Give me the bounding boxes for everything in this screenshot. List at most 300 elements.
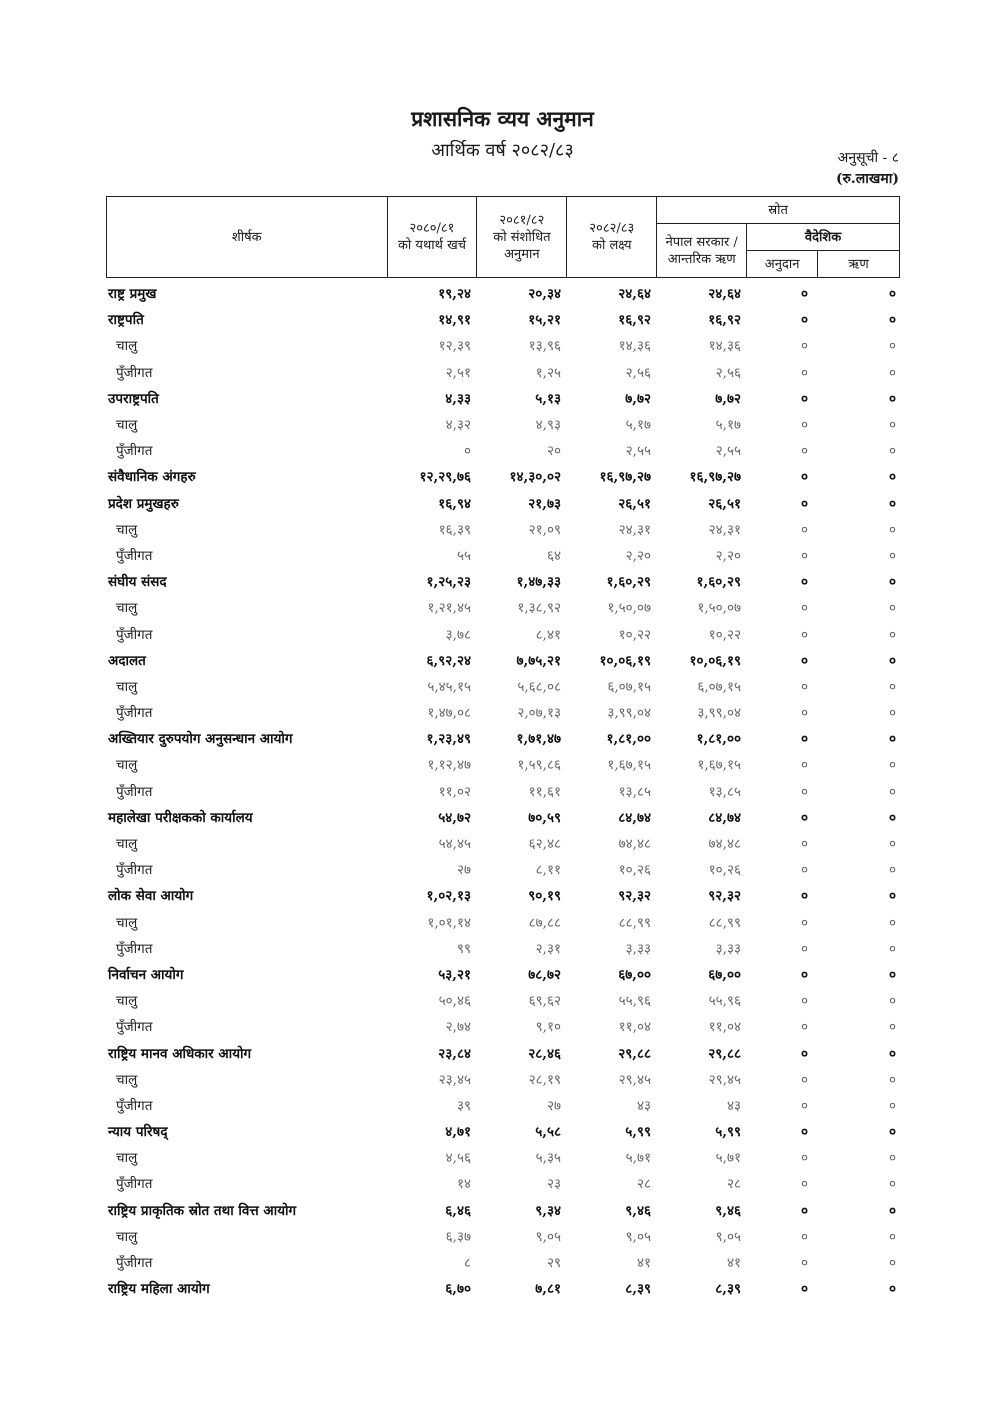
cell-revised: १५,२१	[528, 312, 561, 329]
cell-actual: १,०१,१४	[427, 914, 471, 931]
table-row	[106, 961, 900, 987]
row-label: चालु	[116, 338, 138, 355]
cell-revised: २,३१	[535, 940, 561, 957]
table-row	[106, 647, 900, 673]
cell-target: २,२०	[625, 547, 651, 564]
cell-grant: ०	[800, 652, 808, 669]
cell-actual: १४	[456, 1176, 471, 1193]
cell-actual: ६,७०	[445, 1281, 471, 1298]
cell-loan: ०	[888, 1019, 896, 1036]
cell-revised: २,०७,१३	[517, 705, 561, 722]
cell-nepal-gov: ४३	[726, 1097, 741, 1114]
table-row	[106, 1223, 900, 1249]
row-label: न्याय परिषद्	[108, 1124, 168, 1141]
table-row	[106, 463, 900, 489]
cell-revised: १,२५	[535, 364, 561, 381]
row-label: पुँजीगत	[116, 547, 153, 564]
row-label: राष्ट्रिय महिला आयोग	[108, 1281, 210, 1298]
cell-actual: ६,९२,२४	[426, 652, 471, 669]
cell-loan: ०	[888, 390, 896, 407]
row-label: राष्ट्रिय मानव अधिकार आयोग	[108, 1045, 252, 1062]
header-actual-year: २०८०/८१	[409, 221, 455, 236]
cell-nepal-gov: ५,९९	[715, 1124, 741, 1141]
cell-grant: ०	[800, 888, 808, 905]
cell-actual: ०	[463, 443, 471, 460]
cell-actual: १,०२,१३	[426, 888, 471, 905]
cell-grant: ०	[800, 731, 808, 748]
cell-nepal-gov: १,६०,२९	[696, 574, 741, 591]
cell-loan: ०	[888, 1202, 896, 1219]
row-label: चालु	[116, 1228, 138, 1245]
cell-loan: ०	[888, 652, 896, 669]
cell-nepal-gov: १३,८५	[708, 783, 741, 800]
header-nepal-gov-line2: आन्तरिक ऋण	[667, 251, 736, 267]
cell-revised: १३,९६	[528, 338, 561, 355]
cell-grant: ०	[800, 495, 808, 512]
cell-revised: ९०,१९	[528, 888, 561, 905]
cell-nepal-gov: ५,७१	[715, 1150, 741, 1167]
table-row	[106, 332, 900, 358]
cell-grant: ०	[800, 1176, 808, 1193]
cell-grant: ०	[800, 678, 808, 695]
fiscal-year-subtitle: आर्थिक वर्ष २०८२/८३	[431, 140, 574, 161]
cell-actual: ४,७१	[445, 1124, 471, 1141]
header-nepal-gov-line1: नेपाल सरकार /	[665, 234, 738, 250]
cell-target: १,८१,००	[606, 731, 651, 748]
row-label: चालु	[116, 1150, 138, 1167]
header-revised-desc2: अनुमान	[504, 246, 540, 262]
cell-target: ९,४६	[625, 1202, 651, 1219]
table-row	[106, 1118, 900, 1144]
cell-loan: ०	[888, 914, 896, 931]
cell-revised: १,५९,८६	[517, 757, 561, 774]
cell-nepal-gov: २८	[726, 1176, 741, 1193]
cell-nepal-gov: २,५५	[715, 443, 741, 460]
table-row	[106, 280, 900, 306]
cell-revised: १,७१,४७	[516, 731, 561, 748]
cell-nepal-gov: १,५०,०७	[697, 600, 741, 617]
header-target-year: २०८२/८३	[589, 221, 635, 236]
cell-grant: ०	[800, 1097, 808, 1114]
cell-target: ८४,७४	[618, 809, 651, 826]
cell-actual: ९९	[456, 940, 471, 957]
table-row	[106, 909, 900, 935]
cell-grant: ०	[800, 1019, 808, 1036]
cell-grant: ०	[800, 993, 808, 1010]
row-label: पुँजीगत	[116, 862, 153, 879]
table-row	[106, 1092, 900, 1118]
cell-revised: ८,४१	[535, 626, 561, 643]
row-label: चालु	[116, 993, 138, 1010]
cell-loan: ०	[888, 600, 896, 617]
cell-nepal-gov: १४,३६	[708, 338, 741, 355]
cell-grant: ०	[800, 862, 808, 879]
cell-target: २,५६	[625, 364, 651, 381]
table-row	[106, 987, 900, 1013]
cell-nepal-gov: १,६७,१५	[697, 757, 741, 774]
row-label: चालु	[116, 1071, 138, 1088]
cell-nepal-gov: ३,३३	[715, 940, 741, 957]
row-label: राष्ट्र प्रमुख	[108, 286, 157, 303]
row-label: पुँजीगत	[116, 940, 153, 957]
cell-actual: १,२३,४९	[426, 731, 471, 748]
cell-loan: ०	[888, 521, 896, 538]
cell-actual: ५४,४५	[438, 836, 471, 853]
table-row	[106, 437, 900, 463]
cell-grant: ०	[800, 809, 808, 826]
cell-revised: ४,९३	[535, 417, 561, 434]
cell-grant: ०	[800, 417, 808, 434]
cell-grant: ०	[800, 757, 808, 774]
cell-revised: २१,७३	[528, 495, 561, 512]
table-row	[106, 568, 900, 594]
table-row	[106, 830, 900, 856]
cell-nepal-gov: २४,३१	[708, 521, 741, 538]
table-row	[106, 804, 900, 830]
table-row	[106, 856, 900, 882]
row-label: चालु	[116, 757, 138, 774]
cell-actual: १,२१,४५	[427, 600, 471, 617]
table-row	[106, 882, 900, 908]
cell-grant: ०	[800, 783, 808, 800]
row-label: पुँजीगत	[116, 364, 153, 381]
row-label: पुँजीगत	[116, 783, 153, 800]
expense-table	[106, 280, 900, 1301]
cell-nepal-gov: ८४,७४	[708, 809, 741, 826]
header-loan: ऋण	[818, 251, 900, 278]
cell-loan: ०	[888, 286, 896, 303]
cell-loan: ०	[888, 1176, 896, 1193]
cell-nepal-gov: १०,०६,१९	[689, 652, 741, 669]
row-label: संघीय संसद	[108, 574, 167, 591]
cell-loan: ०	[888, 705, 896, 722]
cell-grant: ०	[800, 966, 808, 983]
header-grant: अनुदान	[747, 251, 818, 278]
cell-nepal-gov: २४,६४	[708, 286, 741, 303]
cell-loan: ०	[888, 888, 896, 905]
cell-actual: १६,९४	[438, 495, 471, 512]
cell-target: १०,०६,१९	[599, 652, 651, 669]
cell-loan: ०	[888, 312, 896, 329]
cell-target: १४,३६	[618, 338, 651, 355]
cell-actual: १,१२,४७	[427, 757, 471, 774]
cell-target: ६,०७,१५	[607, 678, 651, 695]
cell-target: ७,७२	[625, 390, 651, 407]
cell-loan: ०	[888, 1071, 896, 1088]
table-row	[106, 1197, 900, 1223]
cell-nepal-gov: ६,०७,१५	[697, 678, 741, 695]
cell-nepal-gov: ८,३९	[715, 1281, 741, 1298]
cell-actual: ६,३७	[445, 1228, 471, 1245]
cell-revised: २८,१९	[528, 1071, 561, 1088]
header-actual-desc: को यथार्थ खर्च	[397, 238, 466, 253]
cell-loan: ०	[888, 1097, 896, 1114]
cell-actual: १४,९१	[438, 312, 471, 329]
cell-loan: ०	[888, 626, 896, 643]
row-label: अदालत	[108, 652, 146, 669]
cell-revised: ९,०५	[535, 1228, 561, 1245]
cell-nepal-gov: १०,२२	[708, 626, 741, 643]
row-label: संवैधानिक अंगहरु	[108, 469, 196, 486]
cell-loan: ०	[888, 993, 896, 1010]
cell-nepal-gov: ५,१७	[715, 417, 741, 434]
row-label: चालु	[116, 417, 138, 434]
cell-grant: ०	[800, 940, 808, 957]
page-title: प्रशासनिक व्यय अनुमान	[411, 106, 594, 131]
row-label: राष्ट्रपति	[108, 312, 144, 329]
row-label: राष्ट्रिय प्राकृतिक स्रोत तथा वित्त आयोग	[108, 1202, 297, 1219]
cell-nepal-gov: ७,७२	[715, 390, 741, 407]
cell-nepal-gov: ६७,००	[708, 966, 741, 983]
table-row	[106, 306, 900, 332]
cell-grant: ०	[800, 1124, 808, 1141]
cell-target: ५५,९६	[618, 993, 651, 1010]
table-row	[106, 542, 900, 568]
cell-actual: १,४७,०८	[427, 705, 471, 722]
cell-nepal-gov: २,२०	[715, 547, 741, 564]
cell-actual: १२,३९	[438, 338, 471, 355]
table-row	[106, 490, 900, 516]
cell-grant: ०	[800, 1202, 808, 1219]
table-row	[106, 725, 900, 751]
cell-loan: ०	[888, 1124, 896, 1141]
cell-revised: २९	[546, 1255, 561, 1272]
table-row	[106, 1039, 900, 1065]
table-row	[106, 1249, 900, 1275]
cell-nepal-gov: २६,५१	[708, 495, 741, 512]
cell-loan: ०	[888, 678, 896, 695]
row-label: पुँजीगत	[116, 1097, 153, 1114]
cell-grant: ०	[800, 1150, 808, 1167]
cell-loan: ०	[888, 1281, 896, 1298]
table-row	[106, 516, 900, 542]
row-label: पुँजीगत	[116, 443, 153, 460]
cell-loan: ०	[888, 731, 896, 748]
cell-grant: ०	[800, 469, 808, 486]
cell-grant: ०	[800, 338, 808, 355]
row-label: चालु	[116, 521, 138, 538]
cell-actual: २३,८४	[438, 1045, 471, 1062]
cell-revised: ६९,६२	[528, 993, 561, 1010]
row-label: पुँजीगत	[116, 626, 153, 643]
cell-target: ९,०५	[625, 1228, 651, 1245]
cell-revised: २३	[546, 1176, 561, 1193]
cell-grant: ०	[800, 914, 808, 931]
table-row	[106, 699, 900, 725]
annex-label: अनुसूची - ८	[837, 150, 899, 166]
row-label: चालु	[116, 678, 138, 695]
cell-actual: ६,४६	[445, 1202, 471, 1219]
cell-actual: ८	[463, 1255, 471, 1272]
cell-target: ३,९९,०४	[607, 705, 651, 722]
cell-target: २८	[636, 1176, 651, 1193]
cell-loan: ०	[888, 364, 896, 381]
cell-target: २६,५१	[618, 495, 651, 512]
cell-target: १३,८५	[618, 783, 651, 800]
cell-grant: ०	[800, 574, 808, 591]
cell-nepal-gov: २,५६	[715, 364, 741, 381]
cell-actual: १६,३९	[438, 521, 471, 538]
cell-loan: ०	[888, 940, 896, 957]
row-label: महालेखा परीक्षकको कार्यालय	[108, 809, 253, 826]
cell-loan: ०	[888, 757, 896, 774]
unit-label: (रु.लाखमा)	[835, 171, 899, 187]
cell-nepal-gov: ९,४६	[715, 1202, 741, 1219]
cell-nepal-gov: १६,९७,२७	[689, 469, 741, 486]
cell-revised: ५,५८	[535, 1124, 561, 1141]
cell-target: १,६०,२९	[606, 574, 651, 591]
cell-actual: ४,३२	[445, 417, 471, 434]
cell-target: ५,९९	[625, 1124, 651, 1141]
header-revised-year: २०८१/८२	[499, 212, 545, 228]
cell-revised: १,४७,३३	[516, 574, 561, 591]
cell-grant: ०	[800, 443, 808, 460]
cell-nepal-gov: ८८,९९	[708, 914, 741, 931]
header-actual	[387, 197, 477, 278]
cell-revised: ९,३४	[535, 1202, 561, 1219]
row-label: लोक सेवा आयोग	[108, 888, 194, 905]
cell-revised: २७	[546, 1097, 561, 1114]
cell-revised: २८,४६	[528, 1045, 561, 1062]
cell-actual: २,७४	[445, 1019, 471, 1036]
table-row	[106, 1170, 900, 1196]
header-target	[567, 197, 657, 278]
header-revised	[477, 197, 567, 278]
cell-target: ९२,३२	[618, 888, 651, 905]
cell-target: ५,७१	[625, 1150, 651, 1167]
table-row	[106, 1066, 900, 1092]
cell-nepal-gov: ९२,३२	[708, 888, 741, 905]
cell-revised: ८,११	[535, 862, 561, 879]
cell-target: १,६७,१५	[607, 757, 651, 774]
cell-actual: ५३,२१	[438, 966, 471, 983]
cell-grant: ०	[800, 626, 808, 643]
row-label: प्रदेश प्रमुखहरु	[108, 495, 179, 512]
row-label: निर्वाचन आयोग	[108, 966, 184, 983]
cell-revised: ६४	[546, 547, 561, 564]
cell-target: १०,२६	[618, 862, 651, 879]
cell-actual: ५,४५,१५	[427, 678, 471, 695]
cell-nepal-gov: १०,२६	[708, 862, 741, 879]
cell-revised: २०,३४	[528, 286, 561, 303]
row-label: पुँजीगत	[116, 1176, 153, 1193]
cell-nepal-gov: ९,०५	[715, 1228, 741, 1245]
cell-revised: १,३८,९२	[517, 600, 561, 617]
cell-loan: ०	[888, 1045, 896, 1062]
cell-target: ८,३९	[625, 1281, 651, 1298]
cell-target: २,५५	[625, 443, 651, 460]
cell-grant: ०	[800, 312, 808, 329]
cell-actual: ५५	[456, 547, 471, 564]
cell-grant: ०	[800, 1255, 808, 1272]
cell-target: ५,१७	[625, 417, 651, 434]
header-revised-desc: को संशोधित	[493, 229, 551, 245]
cell-target: ७४,४८	[618, 836, 651, 853]
cell-loan: ०	[888, 417, 896, 434]
cell-revised: ७,७५,२१	[516, 652, 561, 669]
cell-nepal-gov: २९,८८	[708, 1045, 741, 1062]
cell-target: ८८,९९	[618, 914, 651, 931]
row-label: उपराष्ट्रपति	[108, 390, 159, 407]
cell-revised: २१,०९	[528, 521, 561, 538]
table-row	[106, 778, 900, 804]
cell-target: ४१	[636, 1255, 651, 1272]
cell-actual: ३९	[456, 1097, 471, 1114]
cell-actual: ११,०२	[438, 783, 471, 800]
cell-nepal-gov: ५५,९६	[708, 993, 741, 1010]
cell-target: ३,३३	[625, 940, 651, 957]
cell-nepal-gov: १६,९२	[708, 312, 741, 329]
header-title: शीर्षक	[107, 197, 388, 278]
cell-grant: ०	[800, 286, 808, 303]
header-nepal-gov	[657, 224, 747, 278]
cell-revised: ११,६१	[528, 783, 561, 800]
cell-target: १,५०,०७	[607, 600, 651, 617]
cell-loan: ०	[888, 443, 896, 460]
cell-loan: ०	[888, 862, 896, 879]
cell-loan: ०	[888, 1150, 896, 1167]
cell-actual: ५४,७२	[438, 809, 471, 826]
cell-revised: ९,१०	[535, 1019, 561, 1036]
table-row	[106, 385, 900, 411]
header-target-desc: को लक्ष्य	[591, 238, 632, 253]
row-label: अख्तियार दुरुपयोग अनुसन्धान आयोग	[108, 731, 293, 748]
cell-loan: ०	[888, 1228, 896, 1245]
table-row	[106, 1013, 900, 1039]
header-source: स्रोत	[657, 197, 900, 224]
table-row	[106, 411, 900, 437]
cell-grant: ०	[800, 1071, 808, 1088]
cell-grant: ०	[800, 521, 808, 538]
cell-loan: ०	[888, 836, 896, 853]
annex-block	[836, 148, 899, 190]
cell-loan: ०	[888, 574, 896, 591]
table-row	[106, 620, 900, 646]
cell-loan: ०	[888, 495, 896, 512]
cell-loan: ०	[888, 783, 896, 800]
row-label: पुँजीगत	[116, 705, 153, 722]
table-header	[106, 196, 900, 278]
cell-loan: ०	[888, 338, 896, 355]
cell-actual: ४,३३	[445, 390, 471, 407]
cell-grant: ०	[800, 547, 808, 564]
cell-target: २९,८८	[618, 1045, 651, 1062]
row-label: चालु	[116, 600, 138, 617]
row-label: चालु	[116, 836, 138, 853]
cell-target: १६,९२	[618, 312, 651, 329]
cell-revised: ५,३५	[535, 1150, 561, 1167]
cell-grant: ०	[800, 364, 808, 381]
cell-grant: ०	[800, 600, 808, 617]
cell-target: १०,२२	[618, 626, 651, 643]
cell-actual: २,५१	[445, 364, 471, 381]
cell-loan: ०	[888, 1255, 896, 1272]
cell-target: ६७,००	[618, 966, 651, 983]
row-label: पुँजीगत	[116, 1019, 153, 1036]
cell-nepal-gov: २९,४५	[708, 1071, 741, 1088]
cell-revised: ८७,८८	[528, 914, 561, 931]
table-row	[106, 1144, 900, 1170]
cell-actual: २३,४५	[438, 1071, 471, 1088]
cell-loan: ०	[888, 966, 896, 983]
cell-grant: ०	[800, 836, 808, 853]
cell-revised: १४,३०,०२	[509, 469, 561, 486]
table-row	[106, 594, 900, 620]
cell-loan: ०	[888, 809, 896, 826]
cell-actual: १९,२४	[438, 286, 471, 303]
table-row	[106, 359, 900, 385]
cell-grant: ०	[800, 390, 808, 407]
